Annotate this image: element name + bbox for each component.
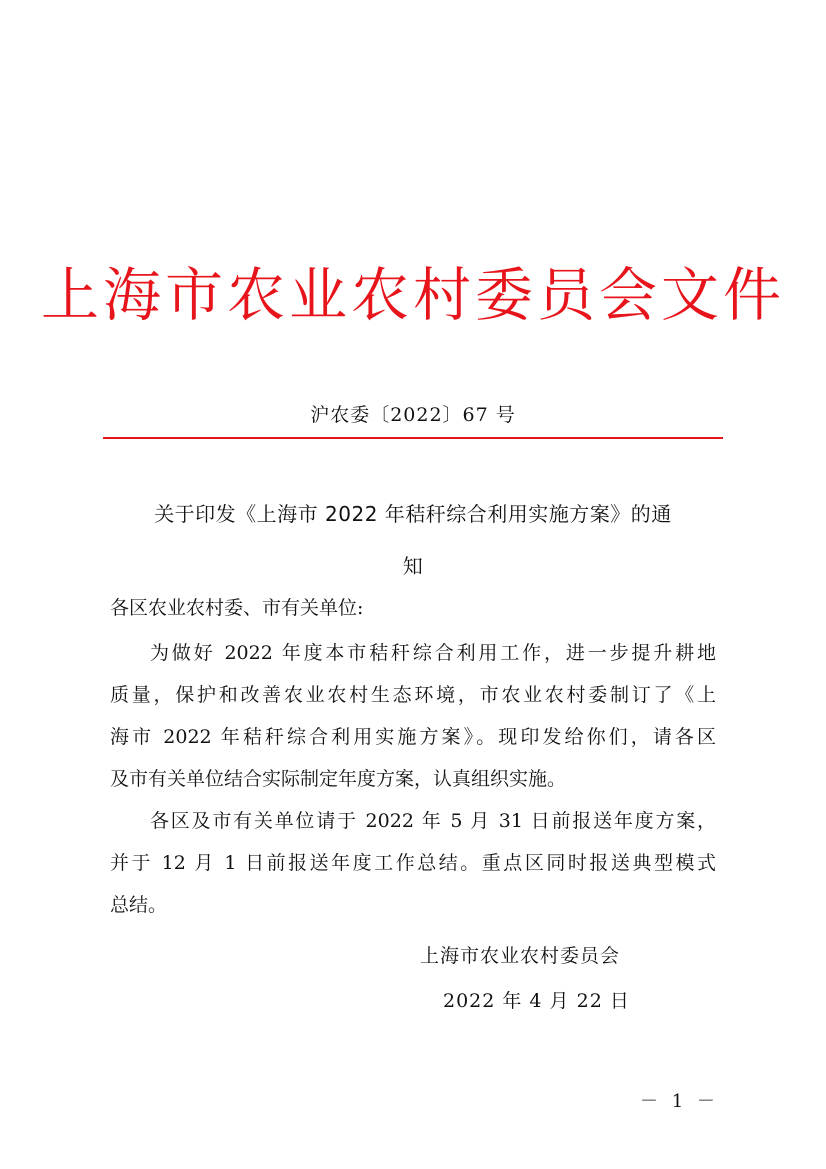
paragraph-line: 质量，保护和改善农业农村生态环境，市农业农村委制订了《上 xyxy=(110,684,716,706)
paragraph-line: 各区及市有关单位请于 2022 年 5 月 31 日前报送年度方案， xyxy=(150,810,716,832)
page-number: － 1 － xyxy=(640,1091,719,1112)
paragraph-line: 海市 2022 年秸秆综合利用实施方案》。现印发给你们，请各区 xyxy=(110,726,716,748)
red-divider-line xyxy=(103,437,723,439)
paragraph-line: 并于 12 月 1 日前报送年度工作总结。重点区同时报送典型模式 xyxy=(110,852,716,874)
paragraph-line: 及市有关单位结合实际制定年度方案，认真组织实施。 xyxy=(110,768,567,790)
body-paragraph-2 xyxy=(110,800,716,926)
salutation: 各区农业农村委、市有关单位: xyxy=(110,597,364,619)
signature-organization: 上海市农业农村委员会 xyxy=(420,945,621,967)
notice-title-line-2: 知 xyxy=(402,554,424,578)
notice-title-line-1: 关于印发《上海市 2022 年秸秆综合利用实施方案》的通 xyxy=(154,502,672,526)
paragraph-line: 总结。 xyxy=(110,894,168,916)
document-header-title: 上海市农业农村委员会文件 xyxy=(40,261,785,329)
notice-title xyxy=(103,490,723,590)
signature-date: 2022 年 4 月 22 日 xyxy=(443,990,630,1012)
document-number: 沪农委〔2022〕67 号 xyxy=(310,404,516,426)
paragraph-line: 为做好 2022 年度本市秸秆综合利用工作，进一步提升耕地 xyxy=(150,642,716,664)
body-paragraph-1 xyxy=(110,632,716,800)
